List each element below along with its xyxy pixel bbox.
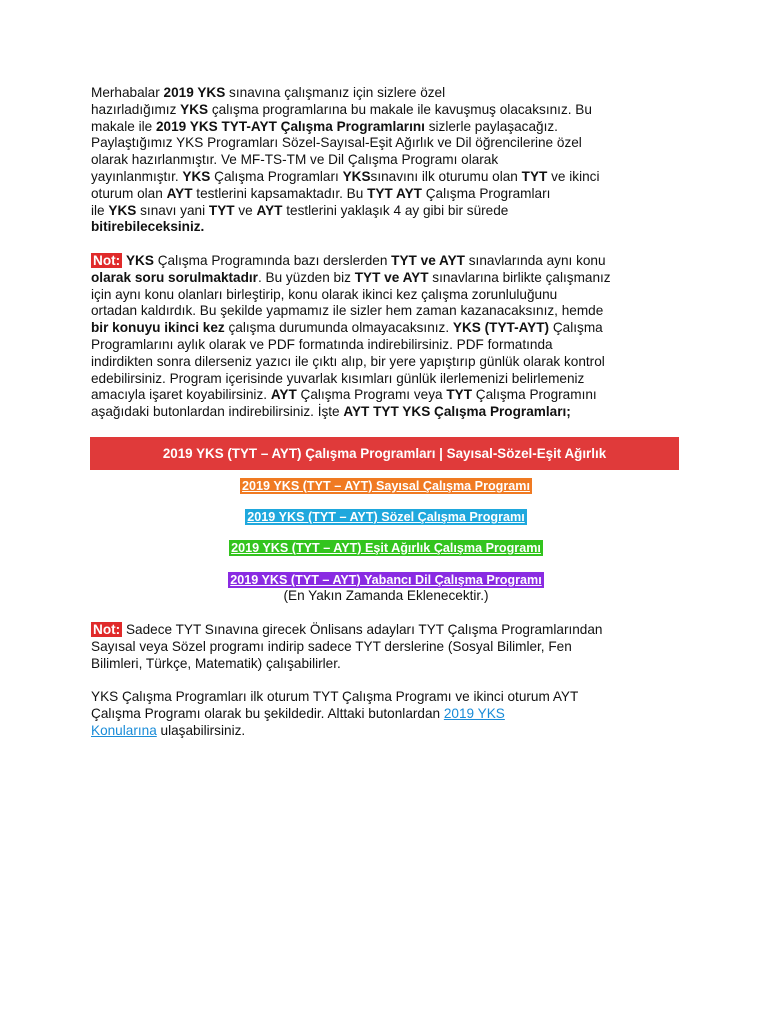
note-line: olarak soru sorulmaktadır. Bu yüzden biz TYT ve AYT sınavlarına birlikte çalışmanız [91, 269, 611, 285]
yabanci-dil-program-button[interactable]: 2019 YKS (TYT – AYT) Yabancı Dil Çalışma Programı [230, 573, 542, 587]
note-line: Sayısal veya Sözel programı indirip sadece TYT derslerine (Sosyal Bilimler, Fen [91, 638, 572, 654]
outro-line: YKS Çalışma Programları ilk oturum TYT Çalışma Programı ve ikinci oturum AYT [91, 689, 579, 704]
note-line: bir konuyu ikinci kez çalışma durumunda olmayacaksınız. YKS (TYT-AYT) Çalışma [91, 320, 603, 336]
note-line: Not: YKS Çalışma Programında bazı derslerden TYT ve AYT sınavlarında aynı konu [93, 253, 606, 268]
yks-konulari-link[interactable]: Konularına [91, 722, 157, 738]
note-line: aşağıdaki butonlardan indirebilirsiniz. İşte AYT TYT YKS Çalışma Programları; [91, 404, 571, 420]
esit-agirlik-program-button[interactable]: 2019 YKS (TYT – AYT) Eşit Ağırlık Çalışma Programı [231, 541, 541, 555]
button-row [91, 509, 681, 525]
button-row [91, 540, 681, 556]
intro-line: bitirebileceksiniz. [91, 219, 205, 235]
note-paragraph-2 [91, 622, 681, 672]
intro-line: hazırladığımız YKS çalışma programlarına bu makale ile kavuşmuş olacaksınız. Bu [91, 101, 592, 117]
note-line: Not: Sadece TYT Sınavına girecek Önlisans adayları TYT Çalışma Programlarından [93, 622, 603, 637]
intro-paragraph [91, 85, 681, 236]
intro-line: olarak hazırlanmıştır. Ve MF-TS-TM ve Dil Çalışma Programı olarak [91, 152, 499, 168]
button-row [91, 572, 681, 588]
note-paragraph [91, 253, 681, 421]
intro-line: oturum olan AYT testlerini kapsamaktadır. Bu TYT AYT Çalışma Programları [91, 185, 551, 201]
outro-paragraph [91, 689, 681, 739]
outro-line: Çalışma Programı olarak bu şekildedir. Alttaki butonlardan 2019 YKS [91, 705, 505, 721]
intro-line: makale ile 2019 YKS TYT-AYT Çalışma Programlarını sizlerle paylaşacağız. [91, 118, 558, 134]
note-line: ortadan kaldırdık. Bu şekilde yapmamız ile sizler hem zaman kazanacaksınız, hemde [91, 303, 604, 319]
coming-soon-note: (En Yakın Zamanda Eklenecektir.) [283, 588, 489, 603]
button-row [91, 478, 681, 494]
outro-line: Konularına ulaşabilirsiniz. [91, 722, 246, 738]
intro-line: Paylaştığımız YKS Programları Sözel-Sayısal-Eşit Ağırlık ve Dil öğrencilerine özel [91, 135, 582, 151]
intro-line: yayınlanmıştır. YKS Çalışma Programları YKSsınavını ilk oturumu olan TYT ve ikinci [91, 168, 600, 184]
sozel-program-button[interactable]: 2019 YKS (TYT – AYT) Sözel Çalışma Programı [247, 510, 525, 524]
note-line: indirdikten sonra dilerseniz yazıcı ile çıktı alıp, bir yere yapıştırıp günlük olarak kontrol [91, 353, 605, 369]
note-line: Bilimleri, Türkçe, Matematik) çalışabilirler. [91, 655, 341, 671]
intro-line: Merhabalar 2019 YKS sınavına çalışmanız için sizlere özel [91, 85, 446, 100]
intro-line: ile YKS sınavı yani TYT ve AYT testlerini yaklaşık 4 ay gibi bir sürede [91, 202, 509, 218]
programs-banner[interactable]: 2019 YKS (TYT – AYT) Çalışma Programları | Sayısal-Sözel-Eşit Ağırlık [90, 437, 679, 470]
note-line: için aynı konu olanları birleştirip, konu olarak ikinci kez çalışma zorunluluğunu [91, 286, 558, 302]
note-line: Programlarını aylık olarak ve PDF formatında indirebilirsiniz. PDF formatında [91, 336, 553, 352]
note-line: amacıyla işaret koyabilirsiniz. AYT Çalışma Programı veya TYT Çalışma Programını [91, 387, 597, 403]
note-tag: Not: [93, 253, 121, 268]
yks-konulari-link[interactable]: 2019 YKS [443, 705, 505, 721]
note-tag: Not: [93, 622, 121, 637]
note-line: edebilirsiniz. Program içerisinde yuvarlak kısımları günlük ilerlemenizi belirlemeniz [91, 370, 585, 386]
sayisal-program-button[interactable]: 2019 YKS (TYT – AYT) Sayısal Çalışma Programı [242, 479, 530, 493]
